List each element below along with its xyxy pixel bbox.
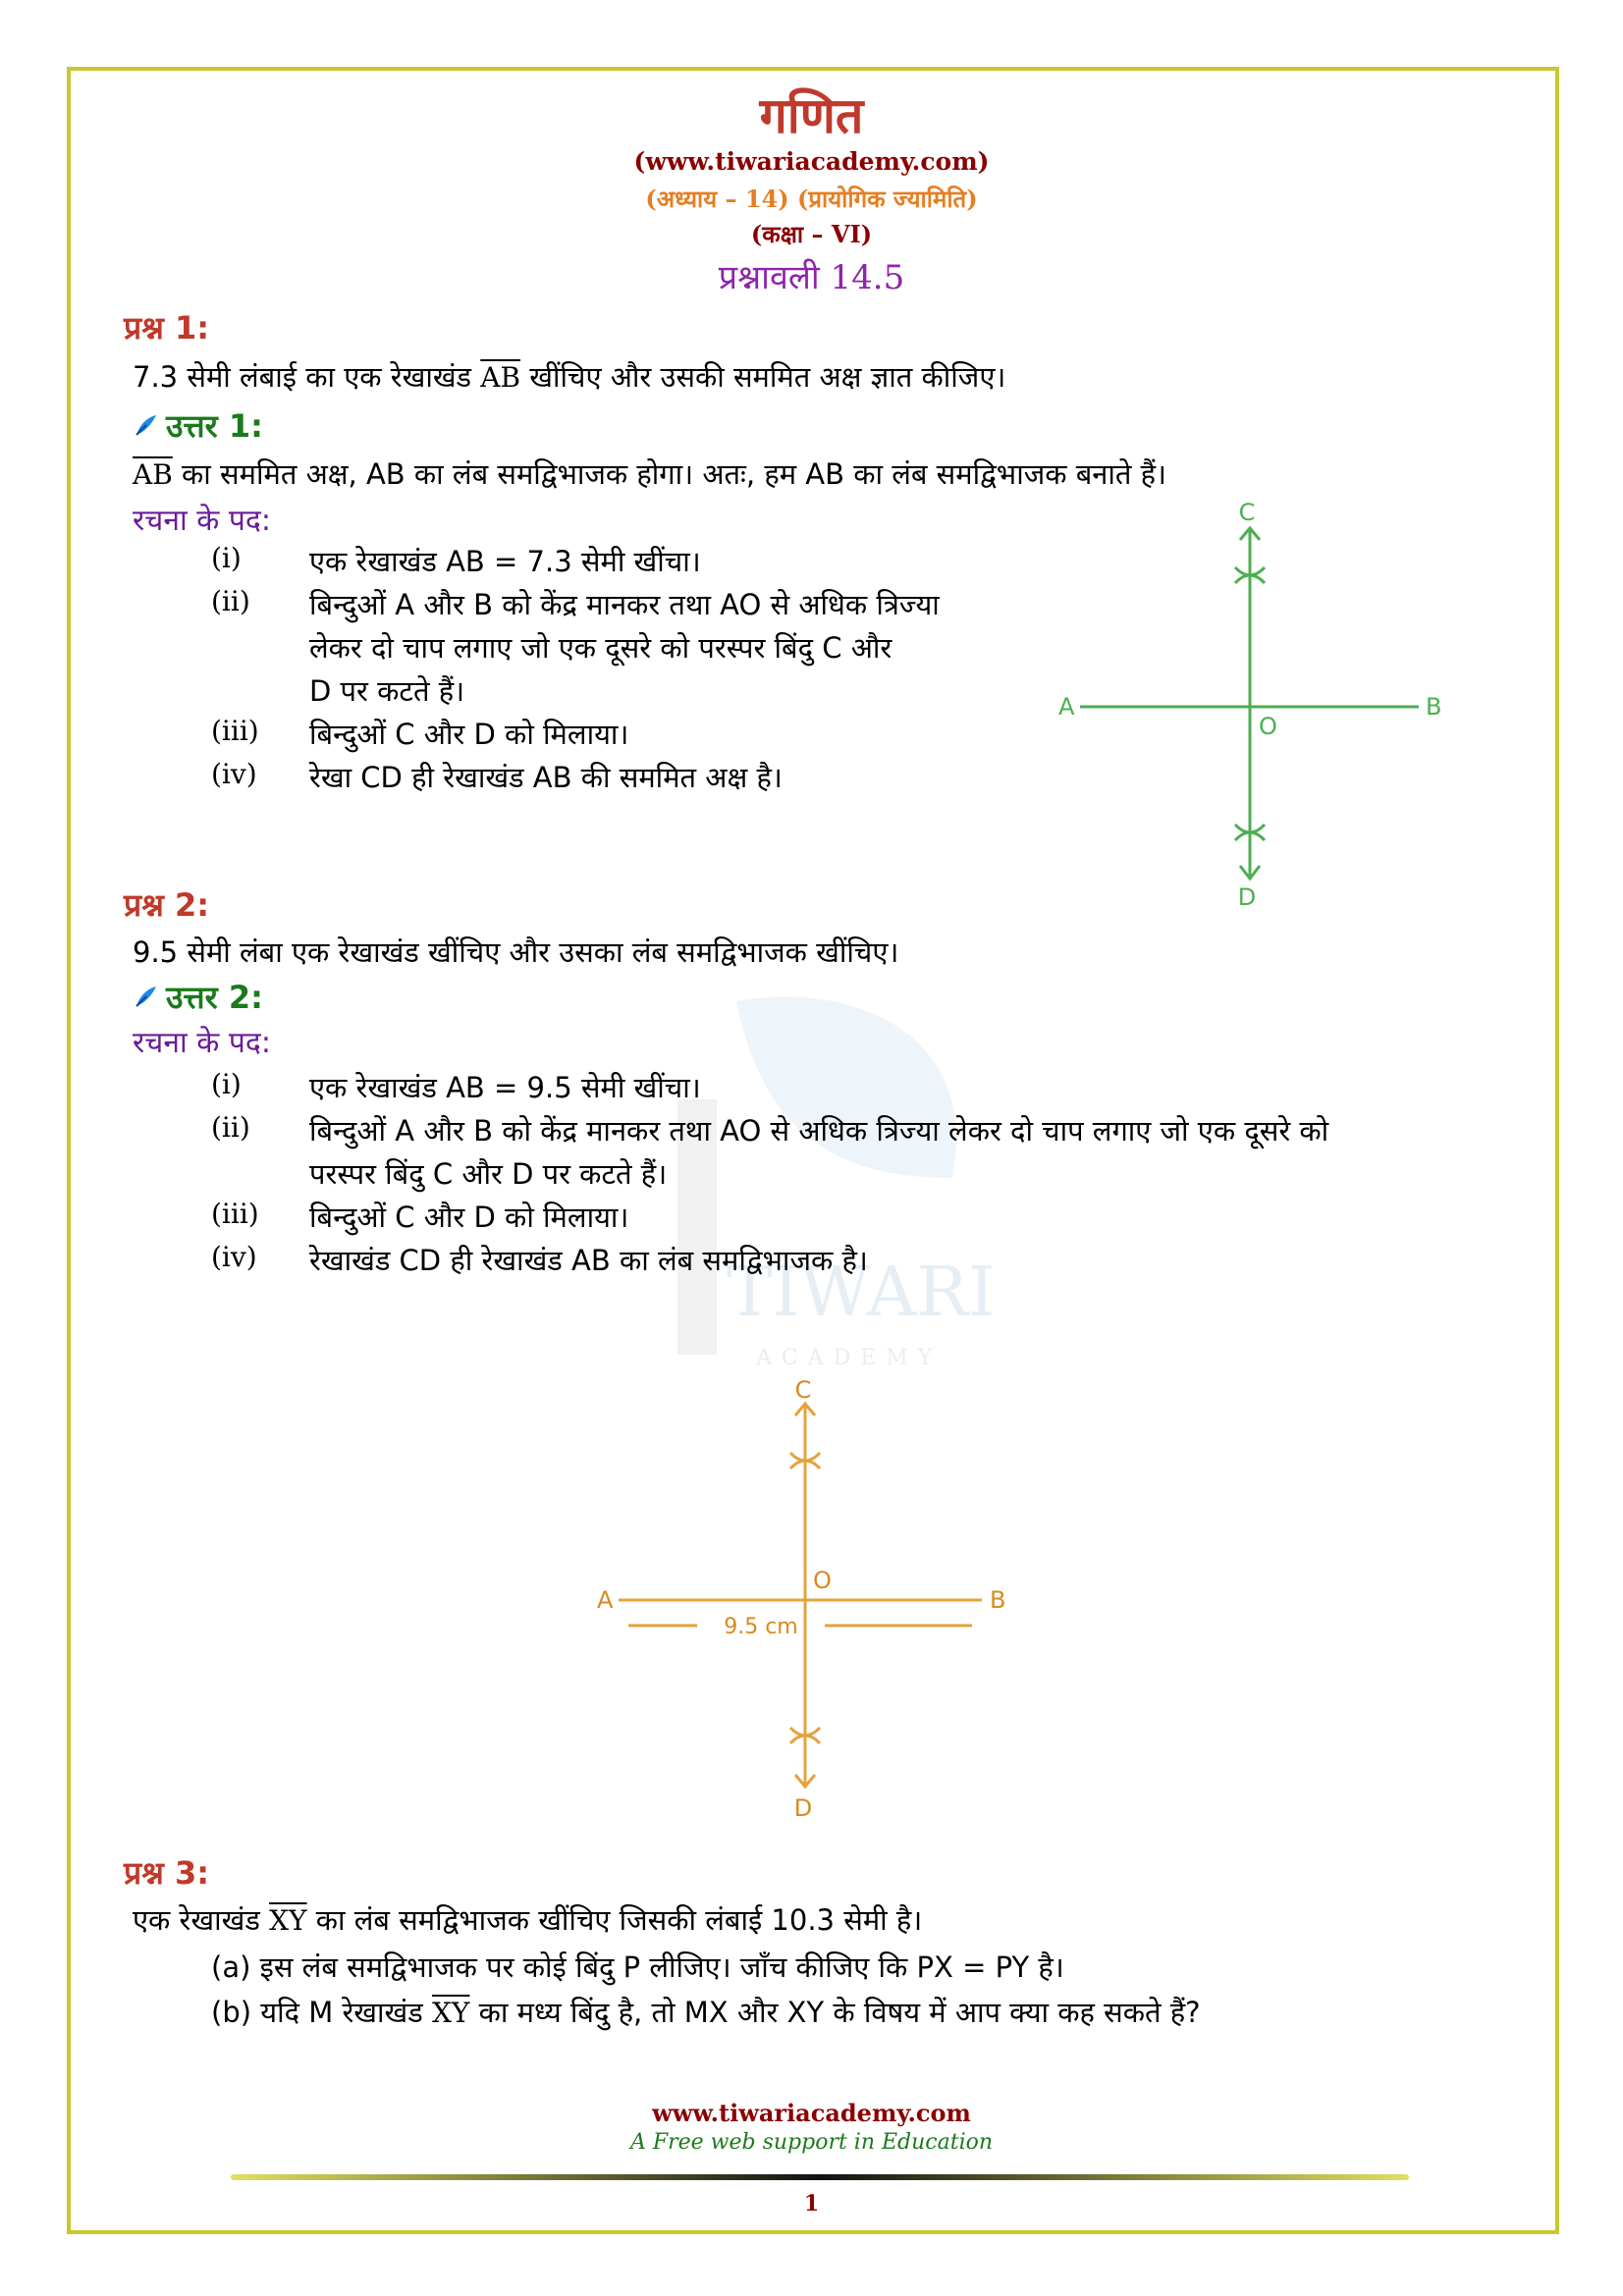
- question-3-text-b: का लंब समद्विभाजक खींचिए जिसकी लंबाई 10.3 सेमी है।: [306, 1903, 923, 1937]
- step-number: (iii): [211, 715, 259, 747]
- answer-1-text-rest: का सममित अक्ष, AB का लंब समद्विभाजक होगा। अतः, हम AB का लंब समद्विभाजक बनाते हैं।: [172, 457, 1167, 491]
- label-o: O: [813, 1567, 832, 1594]
- quill-icon: [133, 985, 158, 1010]
- class-label: (कक्षा – VI): [750, 220, 873, 248]
- step-number: (iv): [211, 758, 257, 790]
- watermark-subtext: ACADEMY: [756, 1346, 943, 1370]
- label-length: 9.5 cm: [724, 1615, 798, 1639]
- question-1-text-b: खींचिए और उसकी सममित अक्ष ज्ञात कीजिए।: [520, 360, 1006, 394]
- part-b-text-b: का मध्य बिंदु है, तो MX और XY के विषय में आप क्या कह सकते हैं?: [469, 1996, 1201, 2029]
- segment-xy: $\overline{XY}$: [269, 1904, 307, 1937]
- steps-1-heading: रचना के पद:: [133, 504, 271, 538]
- step-number: (i): [211, 542, 242, 574]
- step-number: (ii): [211, 585, 250, 617]
- question-3-part-b: [211, 1993, 1201, 2031]
- label-d: D: [793, 1794, 813, 1822]
- watermark-text: TIWARI: [727, 1252, 996, 1332]
- figure-1-perpendicular-bisector: [1041, 501, 1453, 913]
- chapter-title: (अध्याय – 14) (प्रायोगिक ज्यामिति): [645, 185, 978, 213]
- question-2-text: 9.5 सेमी लंबा एक रेखाखंड खींचिए और उसका लंब समद्विभाजक खींचिए।: [133, 935, 899, 969]
- answer-2-label: उत्तर 2:: [166, 979, 263, 1016]
- step-number: (ii): [211, 1111, 250, 1144]
- step-text: रेखाखंड CD ही रेखाखंड AB का लंब समद्विभाजक है।: [309, 1244, 868, 1277]
- answer-1-heading: [133, 404, 263, 447]
- step-text: एक रेखाखंड AB = 7.3 सेमी खींचा।: [309, 545, 701, 578]
- question-1-heading: प्रश्न 1:: [124, 309, 210, 347]
- answer-2-heading: [133, 976, 263, 1018]
- step-text: बिन्दुओं A और B को केंद्र मानकर तथा AO से अधिक त्रिज्या लेकर दो चाप लगाए जो एक दूसरे को: [309, 1114, 1329, 1148]
- question-3-text-a: एक रेखाखंड: [133, 1903, 270, 1937]
- answer-1-text: [133, 454, 1166, 493]
- step-text: लेकर दो चाप लगाए जो एक दूसरे को परस्पर बिंदु C और: [309, 631, 893, 665]
- question-3-text: [133, 1900, 922, 1939]
- step-text: एक रेखाखंड AB = 9.5 सेमी खींचा।: [309, 1071, 701, 1104]
- footer-divider: [231, 2174, 1409, 2180]
- answer-1-label: उत्तर 1:: [166, 407, 263, 445]
- part-b-text-a: (b) यदि M रेखाखंड: [211, 1996, 432, 2029]
- label-a: A: [1058, 693, 1075, 721]
- label-o: O: [1259, 713, 1277, 740]
- question-2-heading: प्रश्न 2:: [124, 886, 210, 924]
- step-text: परस्पर बिंदु C और D पर कटते हैं।: [309, 1157, 668, 1191]
- question-3-part-a: (a) इस लंब समद्विभाजक पर कोई बिंदु P लीजिए। जाँच कीजिए कि PX = PY है।: [211, 1950, 1064, 1984]
- exercise-title: प्रश्नावली 14.5: [718, 258, 905, 297]
- figure-2-perpendicular-bisector: [579, 1374, 1031, 1826]
- page-title: गणित: [759, 87, 864, 144]
- step-text: बिन्दुओं A और B को केंद्र मानकर तथा AO से अधिक त्रिज्या: [309, 588, 940, 621]
- label-c: C: [794, 1376, 812, 1404]
- step-number: (iv): [211, 1241, 257, 1273]
- step-text: D पर कटते हैं।: [309, 674, 465, 708]
- watermark-logo: [658, 982, 1011, 1394]
- segment-ab: $\overline{AB}$: [480, 361, 521, 394]
- step-text: रेखा CD ही रेखाखंड AB की सममित अक्ष है।: [309, 761, 783, 794]
- steps-2-heading: रचना के पद:: [133, 1026, 271, 1060]
- step-number: (iii): [211, 1198, 259, 1230]
- footer-tagline: A Free web support in Education: [629, 2130, 994, 2155]
- answer-1-segment: $\overline{AB}$: [133, 458, 173, 491]
- question-1-text: [133, 357, 1005, 396]
- step-text: बिन्दुओं C और D को मिलाया।: [309, 1201, 629, 1234]
- label-b: B: [1426, 693, 1442, 721]
- quill-icon: [133, 413, 158, 439]
- label-c: C: [1238, 501, 1256, 526]
- label-a: A: [597, 1586, 614, 1614]
- part-b-segment: $\overline{XY}$: [432, 1997, 470, 2029]
- label-b: B: [990, 1586, 1006, 1614]
- step-text: बिन्दुओं C और D को मिलाया।: [309, 718, 629, 751]
- step-number: (i): [211, 1068, 242, 1100]
- label-d: D: [1237, 883, 1257, 911]
- footer-website[interactable]: www.tiwariacademy.com: [652, 2099, 971, 2127]
- question-1-text-a: 7.3 सेमी लंबाई का एक रेखाखंड: [133, 360, 481, 394]
- page-number: 1: [803, 2191, 820, 2216]
- question-3-heading: प्रश्न 3:: [124, 1854, 210, 1892]
- header-website: (www.tiwariacademy.com): [633, 147, 990, 176]
